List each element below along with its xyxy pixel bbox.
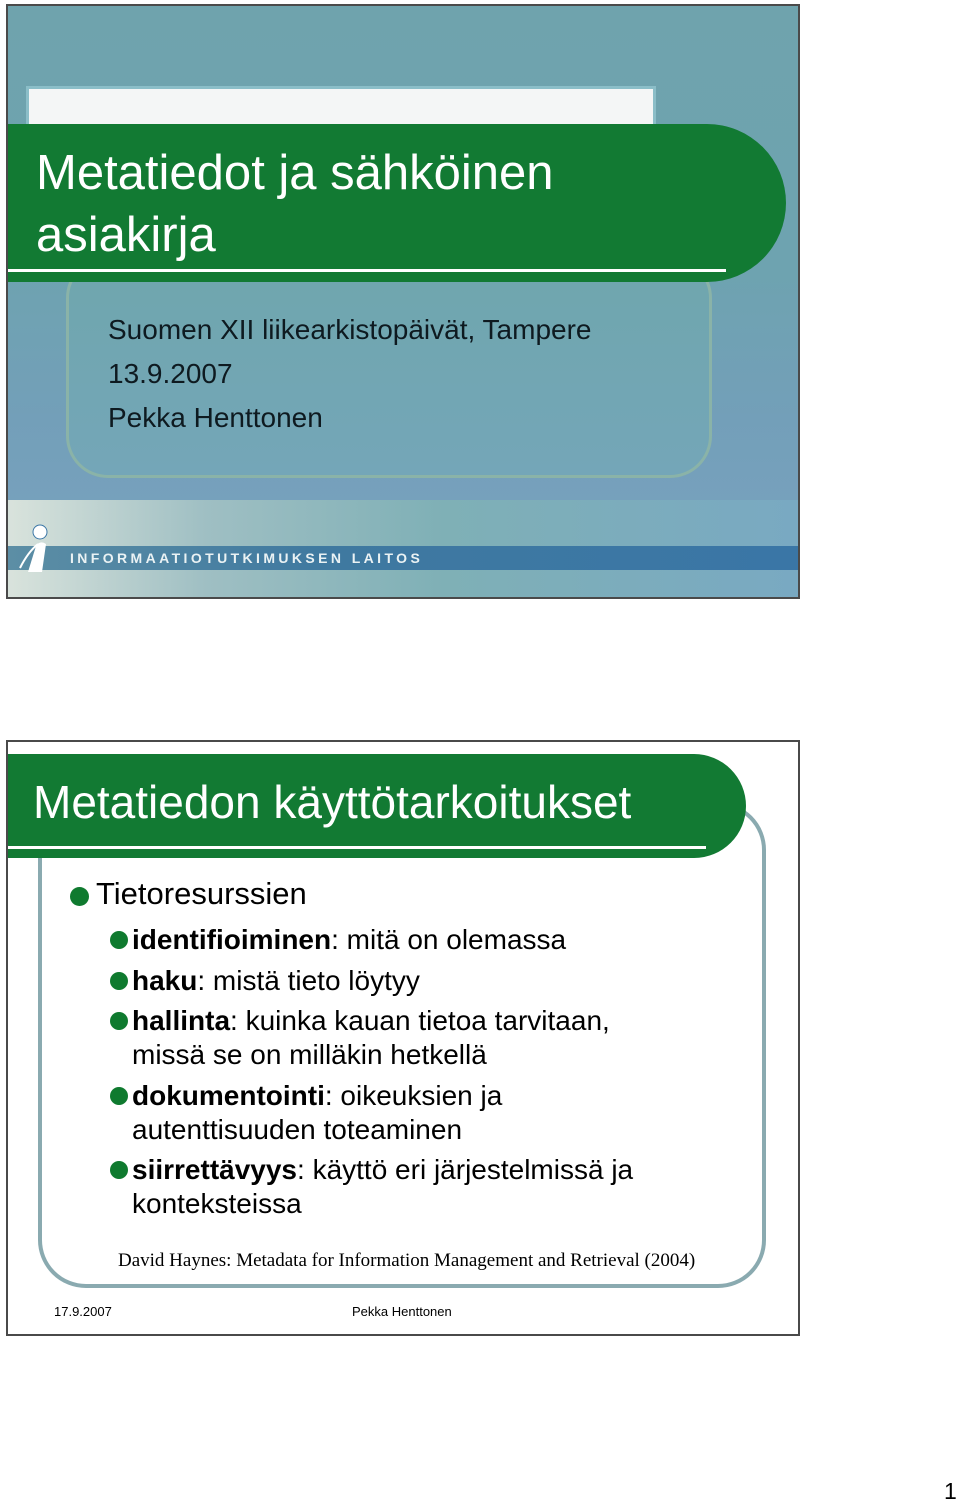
bullet-dot-icon: [110, 1161, 128, 1179]
item-text-continued: missä se on milläkin hetkellä: [132, 1039, 487, 1070]
event-date: 13.9.2007: [108, 358, 233, 389]
reference-citation: David Haynes: Metadata for Information Management and Retrieval (2004): [118, 1250, 696, 1271]
item-text-continued: konteksteissa: [132, 1188, 302, 1219]
item-text: : mitä on olemassa: [331, 924, 567, 955]
slide-1: [6, 4, 800, 599]
item-term: hallinta: [132, 1005, 231, 1036]
slide-1-title-line-1: Metatiedot ja sähköinen: [36, 146, 554, 200]
info-logo-icon: [16, 522, 60, 574]
bullet-dot-icon: [110, 931, 128, 949]
author-name: Pekka Henttonen: [108, 402, 323, 433]
list-item: [132, 1153, 633, 1221]
list-item: [132, 1079, 502, 1147]
slide-1-title-underline: [8, 269, 726, 272]
event-name: Suomen XII liikearkistopäivät, Tampere: [108, 314, 592, 345]
list-item: [132, 923, 566, 957]
item-text: : mistä tieto löytyy: [197, 965, 420, 996]
bullet-dot-icon: [110, 1087, 128, 1105]
footer-date: 17.9.2007: [54, 1304, 112, 1319]
item-term: dokumentointi: [132, 1080, 325, 1111]
item-text: : oikeuksien ja: [324, 1080, 503, 1111]
logo-text: INFORMAATIOTUTKIMUKSEN LAITOS: [70, 550, 424, 566]
slide-2: [6, 740, 800, 1336]
slide-1-title-line-2: asiakirja: [36, 208, 216, 262]
slide-2-title: Metatiedon käyttötarkoitukset: [33, 776, 632, 828]
item-text: : kuinka kauan tietoa tarvitaan,: [230, 1005, 610, 1036]
page-number: 1: [944, 1478, 957, 1504]
item-text: : käyttö eri järjestelmissä ja: [297, 1154, 634, 1185]
bullet-main: Tietoresurssien: [96, 876, 307, 911]
footer-author: Pekka Henttonen: [352, 1304, 452, 1319]
bullet-dot-icon: [110, 1012, 128, 1030]
list-item: [132, 1004, 610, 1072]
item-term: identifioiminen: [132, 924, 332, 955]
slide-1-title: [36, 142, 736, 266]
item-term: haku: [132, 965, 198, 996]
bullet-dot-icon: [110, 972, 128, 990]
item-text-continued: autenttisuuden toteaminen: [132, 1114, 463, 1145]
bullet-dot-icon: [70, 887, 89, 906]
slide-1-subtitle: [108, 308, 592, 440]
slide-2-title-underline: [8, 846, 706, 849]
list-item: [132, 964, 420, 998]
item-term: siirrettävyys: [132, 1154, 298, 1185]
